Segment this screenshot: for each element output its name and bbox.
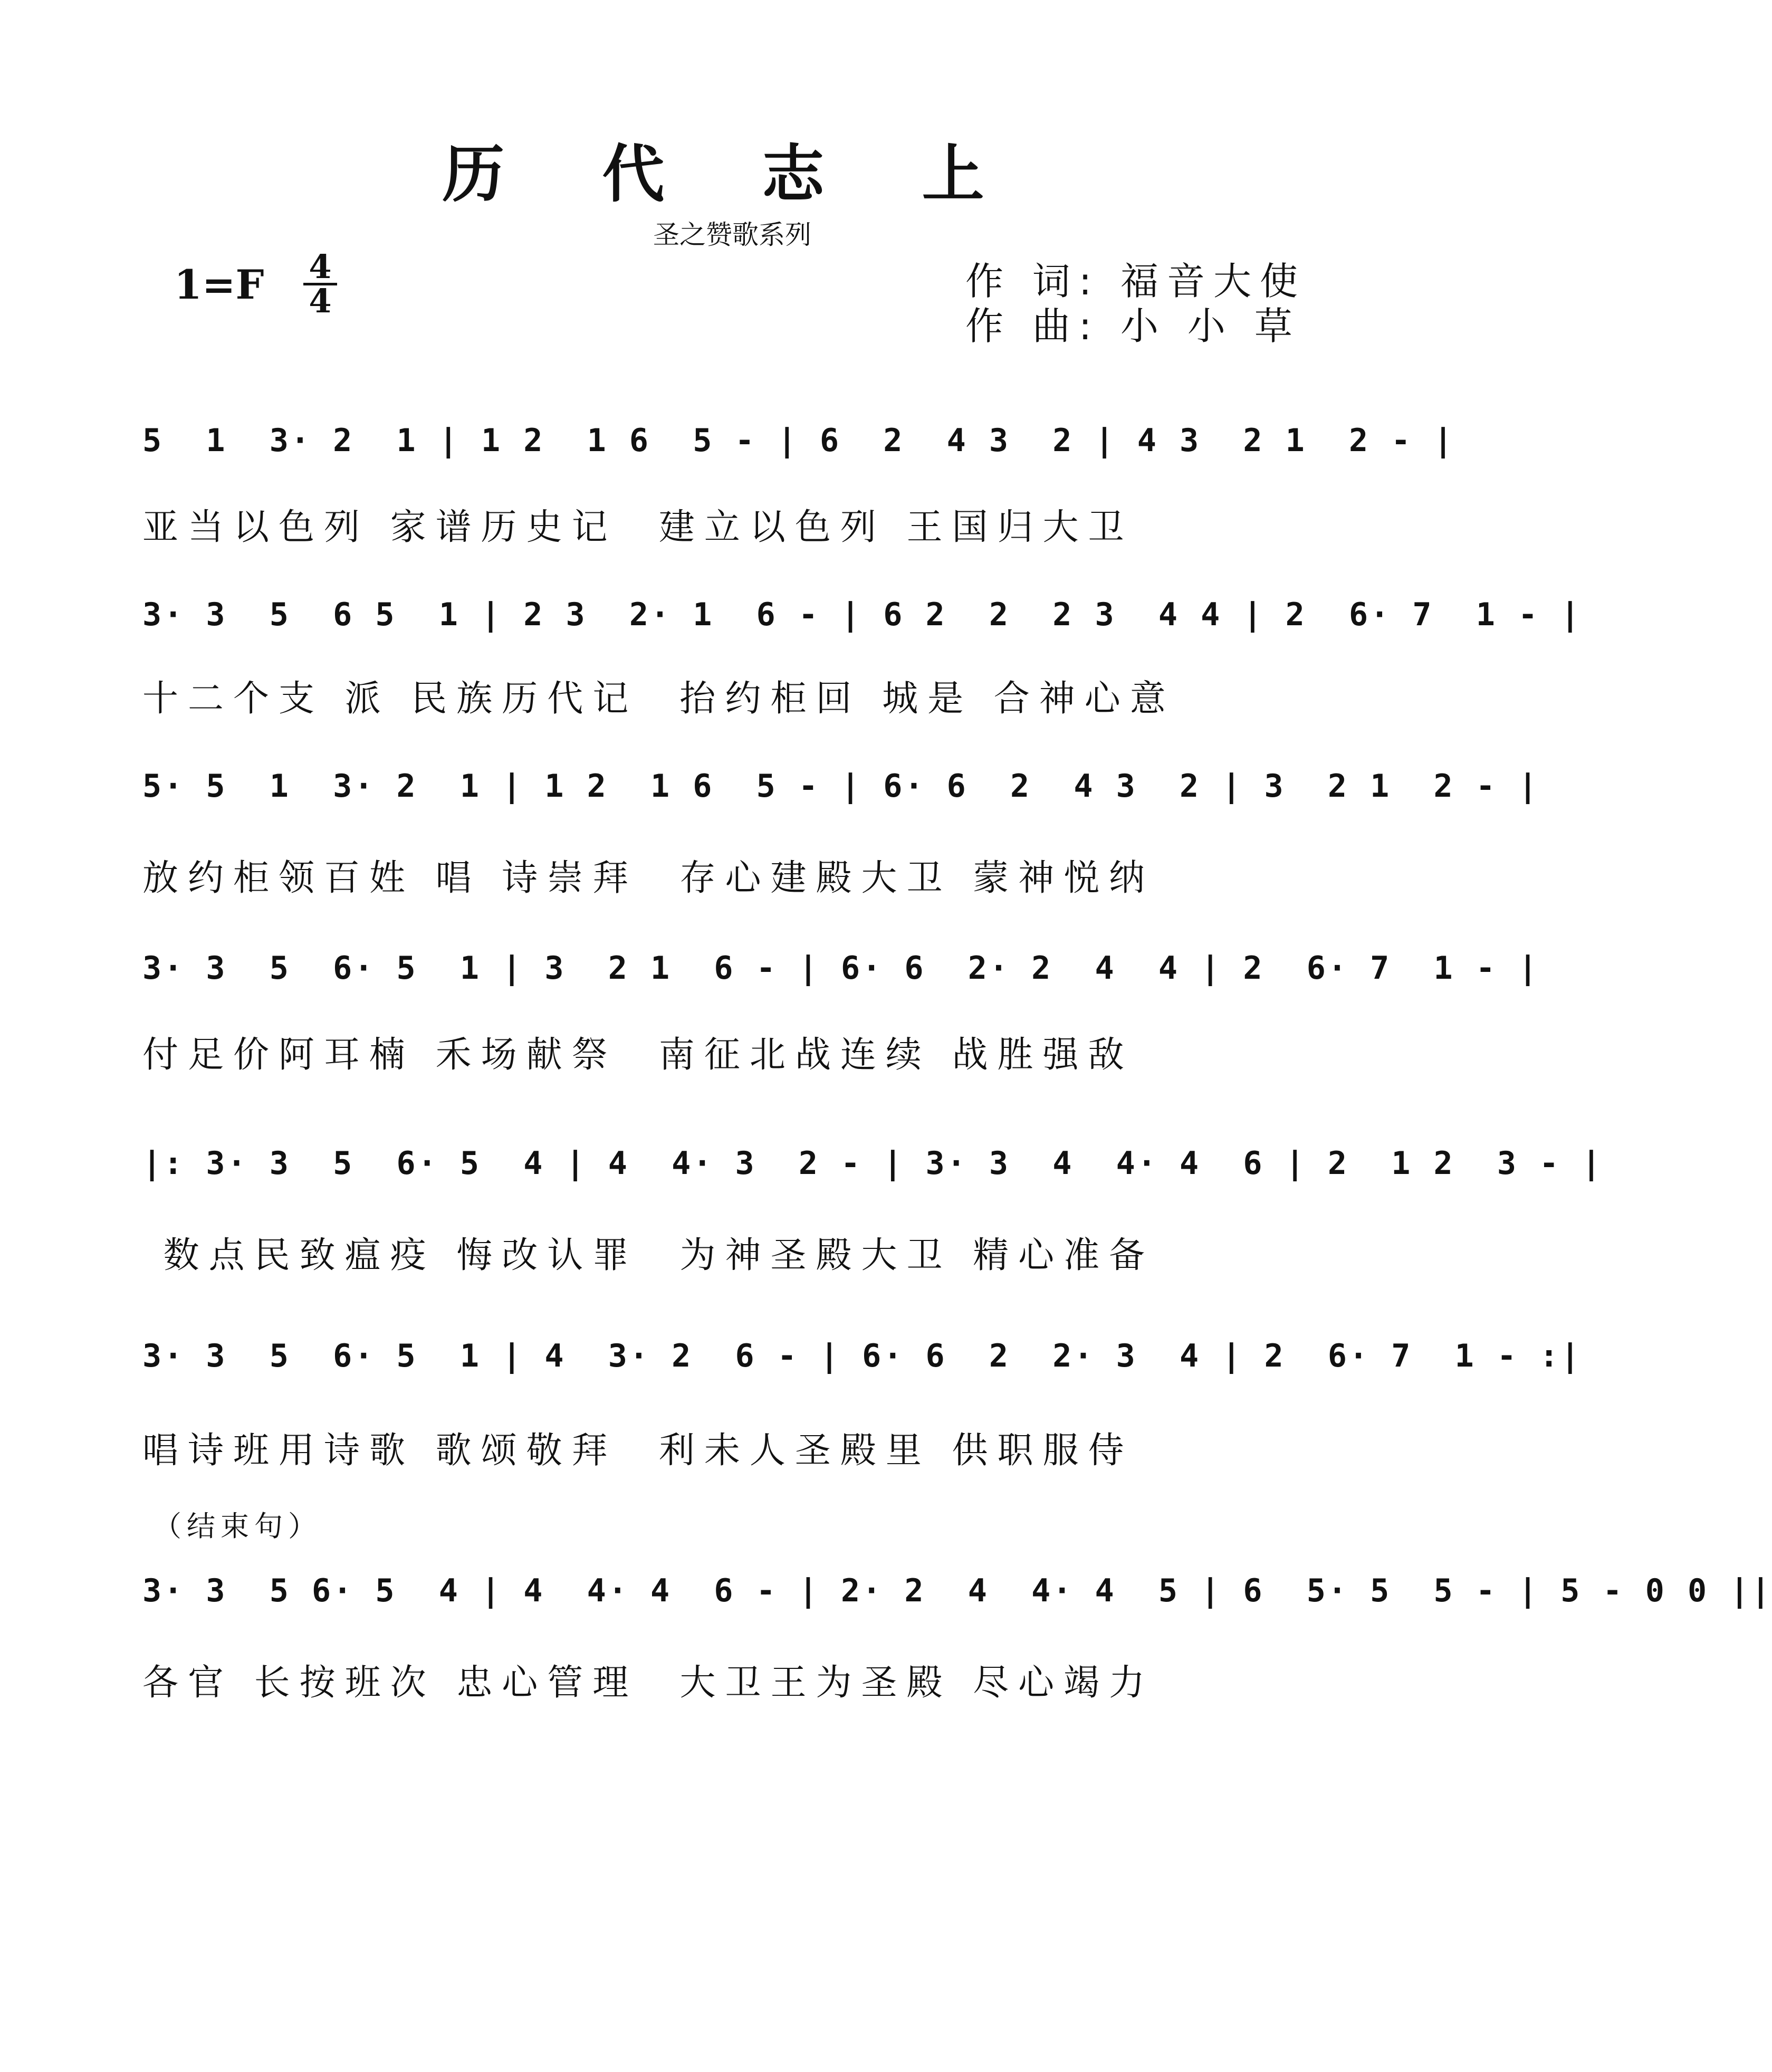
time-signature <box>303 247 337 320</box>
lyrics-row-4: 付足价阿耳楠 禾场献祭 南征北战连续 战胜强敌 <box>142 1034 1134 1076</box>
notation-row-6: 3· 3 5 6· 5 1 | 4 3· 2 6 - | 6· 6 2 2· 3 4 | 2 6· 7 1 - :| <box>142 1338 1582 1374</box>
notation-row-4: 3· 3 5 6· 5 1 | 3 2 1 6 - | 6· 6 2· 2 4 4 | 2 6· 7 1 - | <box>142 950 1540 987</box>
notation-row-1: 5 1 3· 2 1 | 1 2 1 6 5 - | 6 2 4 3 2 | 4 3 2 1 2 - | <box>142 422 1455 459</box>
notation-row-2: 3· 3 5 6 5 1 | 2 3 2· 1 6 - | 6 2 2 2 3 4 4 | 2 6· 7 1 - | <box>142 596 1582 633</box>
time-signature-top: 4 <box>309 247 332 286</box>
page-title: 历 代 志 上 <box>442 138 1022 211</box>
time-signature-bottom: 4 <box>309 282 332 320</box>
notation-row-7: 3· 3 5 6· 5 4 | 4 4· 4 6 - | 2· 2 4 4· 4 5 | 6 5· 5 5 - | 5 - 0 0 || <box>142 1572 1772 1609</box>
composer-credit: 作 曲: 小 小 草 <box>965 304 1301 348</box>
lyrics-row-6: 唱诗班用诗歌 歌颂敬拜 利未人圣殿里 供职服侍 <box>142 1430 1134 1472</box>
lyrics-row-1: 亚当以色列 家谱历史记 建立以色列 王国归大卫 <box>142 507 1134 548</box>
lyrics-row-2: 十二个支 派 民族历代记 抬约柜回 城是 合神心意 <box>142 678 1175 720</box>
lyrics-row-3: 放约柜领百姓 唱 诗崇拜 存心建殿大卫 蒙神悦纳 <box>142 857 1155 899</box>
lyrics-row-7: 各官 长按班次 忠心管理 大卫王为圣殿 尽心竭力 <box>142 1662 1155 1704</box>
ending-label: （结束句） <box>153 1510 322 1543</box>
notation-row-3: 5· 5 1 3· 2 1 | 1 2 1 6 5 - | 6· 6 2 4 3 2 | 3 2 1 2 - | <box>142 768 1540 805</box>
subtitle: 圣之赞歌系列 <box>653 219 811 250</box>
notation-row-5: |: 3· 3 5 6· 5 4 | 4 4· 3 2 - | 3· 3 4 4· 4 6 | 2 1 2 3 - | <box>142 1145 1603 1182</box>
key-signature: 1=F <box>174 261 264 308</box>
lyricist-credit: 作 词: 福音大使 <box>965 259 1307 303</box>
lyrics-row-5: 数点民致瘟疫 悔改认罪 为神圣殿大卫 精心准备 <box>142 1235 1155 1276</box>
